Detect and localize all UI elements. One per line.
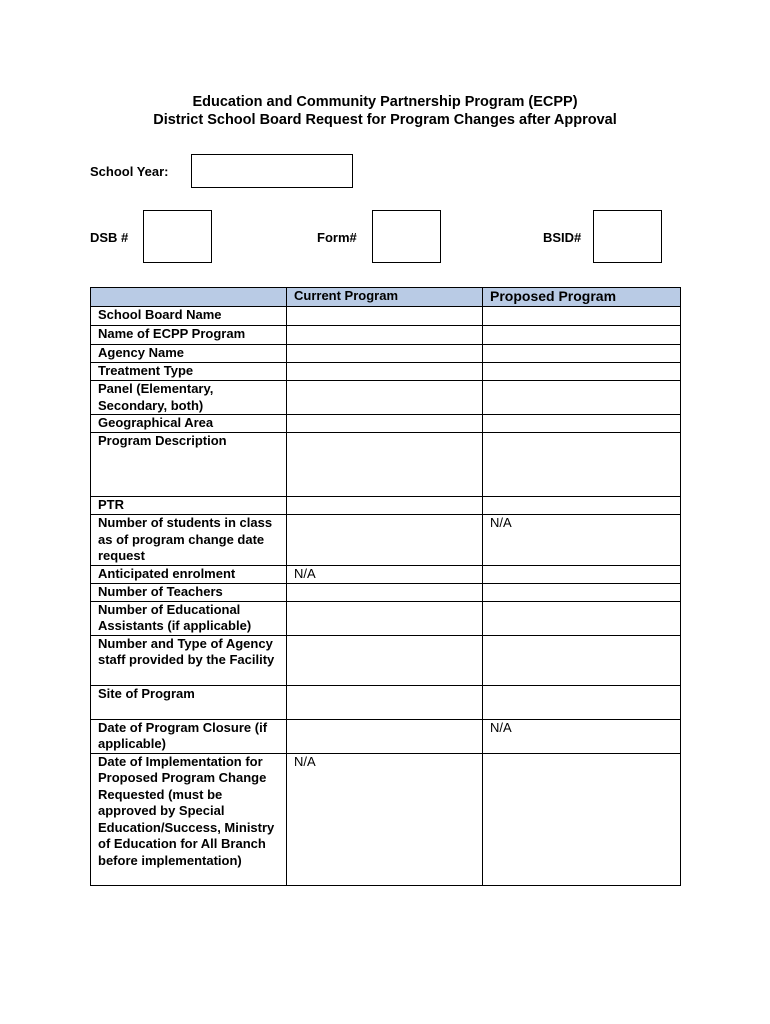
current-cell[interactable] [287,433,483,497]
row-label: Number of Teachers [91,583,287,601]
school-year-field[interactable] [191,154,353,188]
proposed-cell[interactable] [483,497,681,515]
current-cell[interactable] [287,415,483,433]
proposed-cell[interactable] [483,307,681,326]
row-label: Name of ECPP Program [91,326,287,345]
proposed-cell[interactable] [483,635,681,685]
proposed-cell[interactable] [483,345,681,363]
header-current-program [287,288,483,307]
table-row [91,685,681,719]
proposed-cell[interactable]: N/A [483,719,681,753]
header-proposed-program-label: Proposed Program [490,288,617,304]
row-label: Date of Implementation for Proposed Program Change Requested (must be approved by Special Education/Success, Ministry of Education for All Branch before implementation) [91,753,287,885]
table-row [91,433,681,497]
current-cell[interactable] [287,635,483,685]
current-cell[interactable] [287,307,483,326]
proposed-cell[interactable] [483,685,681,719]
row-label: School Board Name [91,307,287,326]
form-field[interactable] [372,210,441,263]
row-label: Number of Educational Assistants (if applicable) [91,601,287,635]
proposed-cell[interactable] [483,381,681,415]
table-row [91,565,681,583]
proposed-cell[interactable] [483,415,681,433]
table-header-row [91,288,681,307]
table-row [91,635,681,685]
current-cell[interactable] [287,381,483,415]
row-label: Number of students in class as of program change date request [91,515,287,566]
table-row [91,719,681,753]
row-label: Geographical Area [91,415,287,433]
row-label: Site of Program [91,685,287,719]
row-label: Number and Type of Agency staff provided by the Facility [91,635,287,685]
row-label: Program Description [91,433,287,497]
header-blank-cell [91,288,287,307]
proposed-cell[interactable] [483,326,681,345]
proposed-cell[interactable] [483,753,681,885]
current-cell[interactable] [287,583,483,601]
table-row [91,307,681,326]
header-proposed-program [483,288,681,307]
row-label: Date of Program Closure (if applicable) [91,719,287,753]
proposed-cell[interactable] [483,601,681,635]
proposed-cell[interactable] [483,583,681,601]
proposed-cell[interactable]: N/A [483,515,681,566]
bsid-field[interactable] [593,210,662,263]
row-label: Anticipated enrolment [91,565,287,583]
table-row [91,601,681,635]
current-cell[interactable] [287,515,483,566]
school-year-label: School Year: [90,164,169,179]
row-label: Treatment Type [91,363,287,381]
table-row [91,326,681,345]
document-title [0,93,770,129]
current-cell[interactable] [287,719,483,753]
title-line-1: Education and Community Partnership Program (ECPP) [192,94,578,110]
table-row [91,583,681,601]
row-label: Agency Name [91,345,287,363]
current-cell[interactable] [287,685,483,719]
program-change-table [90,287,681,886]
table-row [91,515,681,566]
table-row [91,497,681,515]
table-row [91,381,681,415]
current-cell[interactable] [287,326,483,345]
current-cell[interactable]: N/A [287,565,483,583]
current-cell[interactable] [287,345,483,363]
current-cell[interactable] [287,497,483,515]
table-row [91,363,681,381]
table-row [91,415,681,433]
title-line-2: District School Board Request for Program Changes after Approval [153,112,617,128]
proposed-cell[interactable] [483,363,681,381]
form-label: Form# [317,230,357,245]
bsid-label: BSID# [543,230,582,245]
proposed-cell[interactable] [483,433,681,497]
dsb-field[interactable] [143,210,212,263]
table-row [91,753,681,885]
dsb-label: DSB # [90,230,129,245]
current-cell[interactable] [287,363,483,381]
proposed-cell[interactable] [483,565,681,583]
header-current-program-label: Current Program [294,288,399,303]
row-label: Panel (Elementary, Secondary, both) [91,381,287,415]
current-cell[interactable]: N/A [287,753,483,885]
row-label: PTR [91,497,287,515]
table-row [91,345,681,363]
current-cell[interactable] [287,601,483,635]
